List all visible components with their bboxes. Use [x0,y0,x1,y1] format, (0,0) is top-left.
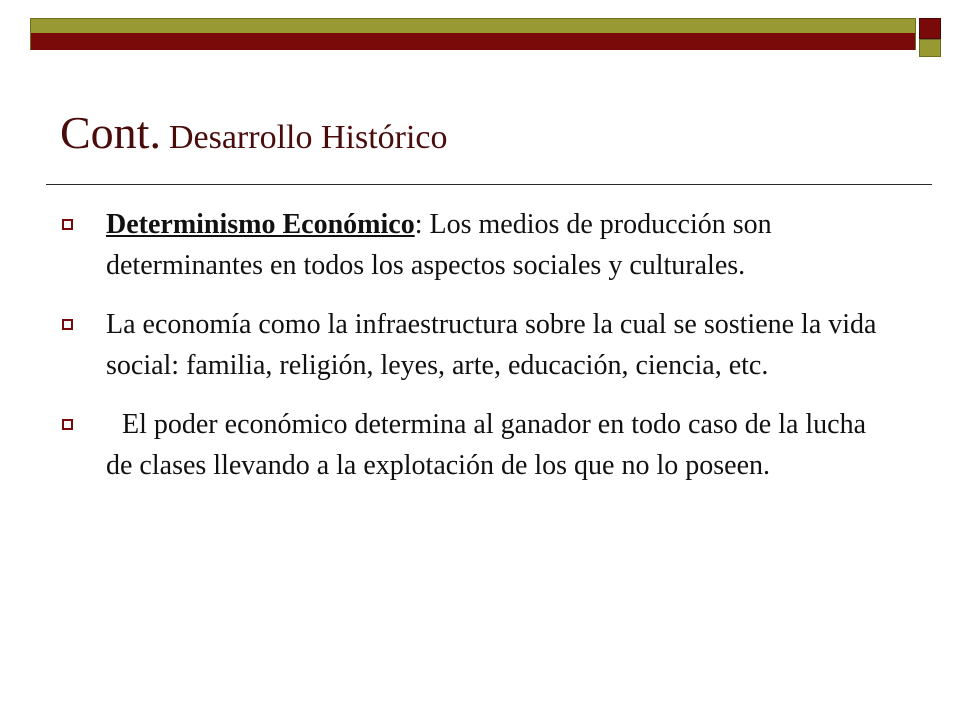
hollow-square-icon [62,319,73,330]
hollow-square-icon [62,219,73,230]
corner-block-bottom [919,39,941,57]
bullet-text: El poder económico determina al ganador en todo caso de la lucha de clases llevando a la explotación de los que no lo poseen. [106,409,867,481]
bullet-term: Determinismo Económico [106,209,415,240]
bullet-item [62,304,882,386]
bullet-text: La economía como la infraestructura sobre la cual se sostiene la vida social: familia, religión, leyes, arte, educación, ciencia, etc. [106,309,877,381]
bullet-text: : Los medios de producción son determinantes en todos los aspectos sociales y culturales. [106,209,772,281]
bullet-item [62,404,882,486]
hollow-square-icon [62,419,73,430]
slide-title-main: Cont. [60,107,161,158]
bullet-item [62,204,882,286]
slide-title-sub: Desarrollo Histórico [168,119,448,156]
corner-block-top [919,18,941,39]
bullet-list [62,204,882,504]
top-bar-stripe [31,33,915,50]
slide-title [60,107,448,158]
title-divider [46,184,932,185]
top-decorative-bar [30,18,916,50]
